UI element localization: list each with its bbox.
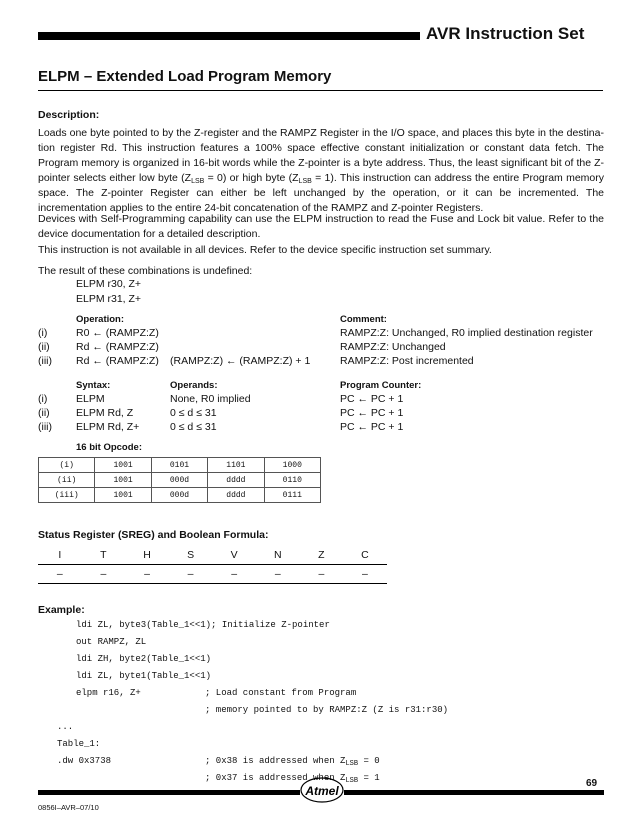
sreg-heading: Status Register (SREG) and Boolean Formula: bbox=[38, 529, 269, 541]
operation-comment: RAMPZ:Z: Post incremented bbox=[340, 355, 474, 367]
sreg-flag: S bbox=[187, 549, 195, 561]
operation-index: (ii) bbox=[38, 341, 50, 353]
comment-heading: Comment: bbox=[340, 314, 387, 325]
syntax-index: (ii) bbox=[38, 407, 50, 419]
undefined-combination: ELPM r30, Z+ bbox=[76, 278, 142, 290]
syntax-pc: PC ← PC + 1 bbox=[340, 393, 404, 405]
opcode-heading: 16 bit Opcode: bbox=[76, 442, 142, 453]
sreg-flag: N bbox=[273, 549, 282, 561]
sreg-value-row bbox=[38, 565, 387, 584]
opcode-row bbox=[39, 473, 321, 488]
syntax-index: (iii) bbox=[38, 421, 52, 433]
operation-formula: Rd ← (RAMPZ:Z) bbox=[76, 341, 159, 353]
opcode-cell: (iii) bbox=[39, 488, 95, 503]
description-paragraph-4: The result of these combinations is undefined: bbox=[38, 265, 253, 277]
sreg-value: – bbox=[82, 565, 126, 584]
operation-formula: R0 ← (RAMPZ:Z) bbox=[76, 327, 159, 339]
code-line: ldi ZL, byte1(Table_1<<1) bbox=[76, 671, 212, 681]
syntax-operands: None, R0 implied bbox=[170, 393, 251, 405]
operation-extra-formula: (RAMPZ:Z) ← (RAMPZ:Z) + 1 bbox=[170, 355, 311, 367]
page-number: 69 bbox=[586, 778, 598, 789]
code-line: ldi ZH, byte2(Table_1<<1) bbox=[76, 654, 212, 664]
operation-index: (i) bbox=[38, 327, 48, 339]
operands-heading: Operands: bbox=[170, 380, 218, 391]
description-paragraph-1: Loads one byte pointed to by the Z-register and the RAMPZ Register in the I/O space, and places this byte in the destina-tion register Rd. This instruction features a 100% space effective constant initialization or constant data fetch. The Program memory is organized in 16-bit words while the Z-pointer is a byte address. Thus, the least significant bit of the Z-pointer selects either low byte $(Z_{LSB} = 0)$ or high byte $(Z_{LSB} = 1)$. This instruction can address the entire Program memory space. The Z-pointer Register can either be left unchanged by the operation, or it can be incremented. The incrementation applies to the entire 24-bit concatenation of the RAMPZ and Z-pointer Registers. bbox=[38, 127, 605, 214]
sreg-value: – bbox=[38, 565, 82, 584]
code-comment: ; 0x37 is addressed when $Z_{LSB} = 1$ bbox=[205, 773, 380, 785]
opcode-cell: 1001 bbox=[95, 473, 151, 488]
sreg-flag: C bbox=[361, 549, 369, 561]
opcode-cell: 1001 bbox=[95, 458, 151, 473]
syntax-index: (i) bbox=[38, 393, 48, 405]
opcode-cell: 1000 bbox=[264, 458, 320, 473]
svg-text:Atmel: Atmel bbox=[305, 784, 339, 798]
sreg-flag: V bbox=[230, 549, 238, 561]
code-comment: ; memory pointed to by RAMPZ:Z (Z is r31:r30) bbox=[205, 705, 449, 715]
undefined-combination: ELPM r31, Z+ bbox=[76, 293, 142, 305]
opcode-cell: (i) bbox=[39, 458, 95, 473]
sreg-table bbox=[38, 546, 387, 584]
opcode-row bbox=[39, 488, 321, 503]
opcode-cell: 1001 bbox=[95, 488, 151, 503]
section-title: ELPM – Extended Load Program Memory bbox=[38, 68, 332, 85]
syntax-form: ELPM bbox=[76, 393, 105, 405]
opcode-cell: dddd bbox=[208, 473, 264, 488]
syntax-operands: 0 ≤ d ≤ 31 bbox=[170, 421, 217, 433]
sreg-flag: H bbox=[143, 549, 151, 561]
code-comment: ; Load constant from Program bbox=[205, 688, 357, 698]
code-directive: .dw 0x3738 bbox=[57, 756, 112, 766]
syntax-pc: PC ← PC + 1 bbox=[340, 407, 404, 419]
operation-heading: Operation: bbox=[76, 314, 125, 325]
example-heading: Example: bbox=[38, 604, 85, 616]
sreg-value: – bbox=[212, 565, 256, 584]
operation-comment: RAMPZ:Z: Unchanged bbox=[340, 341, 446, 353]
opcode-cell: 0101 bbox=[151, 458, 207, 473]
opcode-row bbox=[39, 458, 321, 473]
code-line: ldi ZL, byte3(Table_1<<1); Initialize Z-pointer bbox=[76, 620, 330, 630]
opcode-table bbox=[38, 457, 321, 503]
description-paragraph-3: This instruction is not available in all devices. Refer to the device specific instruction set summary. bbox=[38, 244, 492, 256]
opcode-cell: (ii) bbox=[39, 473, 95, 488]
sreg-flag-row bbox=[38, 546, 387, 565]
footer-rule-right bbox=[344, 790, 604, 795]
document-id: 0856I–AVR–07/10 bbox=[38, 803, 99, 812]
program-counter-heading: Program Counter: bbox=[340, 380, 422, 391]
code-comment: ; 0x38 is addressed when $Z_{LSB} = 0$ bbox=[205, 756, 380, 768]
opcode-cell: 1101 bbox=[208, 458, 264, 473]
opcode-cell: dddd bbox=[208, 488, 264, 503]
sreg-value: – bbox=[256, 565, 300, 584]
sreg-value: – bbox=[300, 565, 344, 584]
sreg-value: – bbox=[343, 565, 387, 584]
sreg-flag: Z bbox=[318, 549, 325, 561]
sreg-flag: T bbox=[100, 549, 107, 561]
opcode-cell: 000d bbox=[151, 488, 207, 503]
code-line: elpm r16, Z+ bbox=[76, 688, 141, 698]
header-title: AVR Instruction Set bbox=[426, 24, 585, 43]
sreg-value: – bbox=[169, 565, 213, 584]
code-label: Table_1: bbox=[57, 739, 101, 749]
opcode-cell: 0110 bbox=[264, 473, 320, 488]
syntax-form: ELPM Rd, Z bbox=[76, 407, 134, 419]
description-heading: Description: bbox=[38, 109, 100, 121]
description-paragraph-2: Devices with Self-Programming capability can use the ELPM instruction to read the Fuse and Lock bit value. Refer to the device documentation for a detailed description. bbox=[38, 213, 604, 240]
operation-index: (iii) bbox=[38, 355, 52, 367]
opcode-cell: 0111 bbox=[264, 488, 320, 503]
footer-rule-left bbox=[38, 790, 300, 795]
syntax-operands: 0 ≤ d ≤ 31 bbox=[170, 407, 217, 419]
operation-formula: Rd ← (RAMPZ:Z) bbox=[76, 355, 159, 367]
atmel-logo bbox=[300, 776, 344, 804]
code-line: out RAMPZ, ZL bbox=[76, 637, 147, 647]
header-rule bbox=[38, 32, 420, 40]
syntax-pc: PC ← PC + 1 bbox=[340, 421, 404, 433]
syntax-heading: Syntax: bbox=[76, 380, 111, 391]
code-ellipsis: ... bbox=[57, 722, 74, 732]
operation-comment: RAMPZ:Z: Unchanged, R0 implied destination register bbox=[340, 327, 593, 339]
section-rule bbox=[38, 90, 603, 91]
sreg-flag: I bbox=[58, 549, 62, 561]
opcode-cell: 000d bbox=[151, 473, 207, 488]
sreg-value: – bbox=[125, 565, 169, 584]
syntax-form: ELPM Rd, Z+ bbox=[76, 421, 140, 433]
